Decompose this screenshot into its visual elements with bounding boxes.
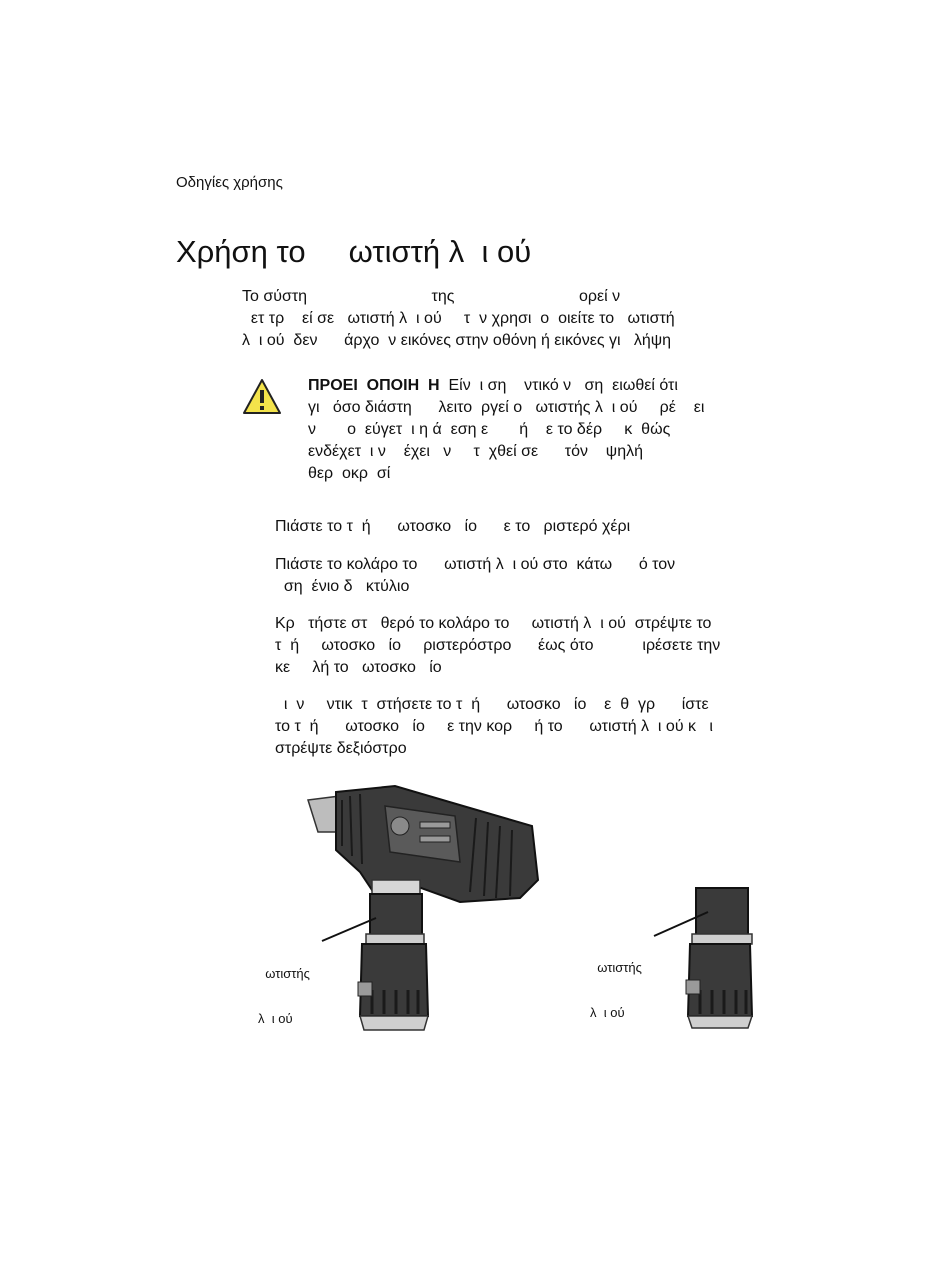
warning-line: γι όσο διάστη λειτο ργεί ο ωτιστής λ ι ού ρέ ει (308, 399, 705, 416)
otoscope-with-head-illustration (308, 786, 538, 1030)
step-line: ι ν ντικ τ στήσετε το τ ή ωτοσκο ίο ε θ γρ ίστε (275, 696, 709, 713)
intro-line: λ ι ού δεν άρχο ν εικόνες στην οθόνη ή εικόνες γι λήψη (242, 332, 672, 349)
section-header: Οδηγίες χρήσης (176, 174, 283, 191)
step-line: Κρ τήστε στ θερό το κολάρο το ωτιστή λ ι ού στρέψτε το (275, 615, 712, 632)
callout-line: λ ι ού (590, 1005, 625, 1020)
page-title: Χρήση το ωτιστή λ ι ού (176, 234, 532, 269)
step-line: ση ένιο δ κτύλιο (275, 578, 410, 595)
step-line: στρέψτε δεξιόστρο (275, 740, 407, 757)
otoscope-without-head-illustration (654, 888, 752, 1028)
warning-line: ν ο εύγετ ι η ά εση ε ή ε το δέρ κ θώς (308, 421, 671, 438)
warning-line: θερ οκρ σί (308, 465, 391, 482)
intro-line: ετ τρ εί σε ωτιστή λ ι ού τ ν χρησι ο οιείτε το ωτιστή (242, 310, 675, 327)
warning-label: ΠΡΟΕΙ ΟΠΟΙΗ Η (308, 377, 440, 394)
step-line: Πιάστε το τ ή ωτοσκο ίο ε το ριστερό χέρι (275, 518, 631, 535)
intro-line: Το σύστη της ορεί ν (242, 288, 621, 305)
left-callout-label (258, 936, 310, 1041)
right-callout-label (590, 930, 642, 1035)
callout-line: λ ι ού (258, 1011, 293, 1026)
warning-line: ενδέχετ ι ν έχει ν τ χθεί σε τόν ψηλή (308, 443, 643, 460)
step-line: τ ή ωτοσκο ίο ριστερόστρο έως ότο ιρέσετε την (275, 637, 721, 654)
callout-line: ωτιστής (258, 966, 310, 981)
step-line: Πιάστε το κολάρο το ωτιστή λ ι ού στο κάτω ό τον (275, 556, 676, 573)
callout-line: ωτιστής (590, 960, 642, 975)
step-line: το τ ή ωτοσκο ίο ε την κορ ή το ωτιστή λ ι ού κ ι (275, 718, 713, 735)
warning-text: Είν ι ση ντικό ν ση ειωθεί ότι (439, 377, 678, 394)
step-line: κε λή το ωτοσκο ίο (275, 659, 442, 676)
